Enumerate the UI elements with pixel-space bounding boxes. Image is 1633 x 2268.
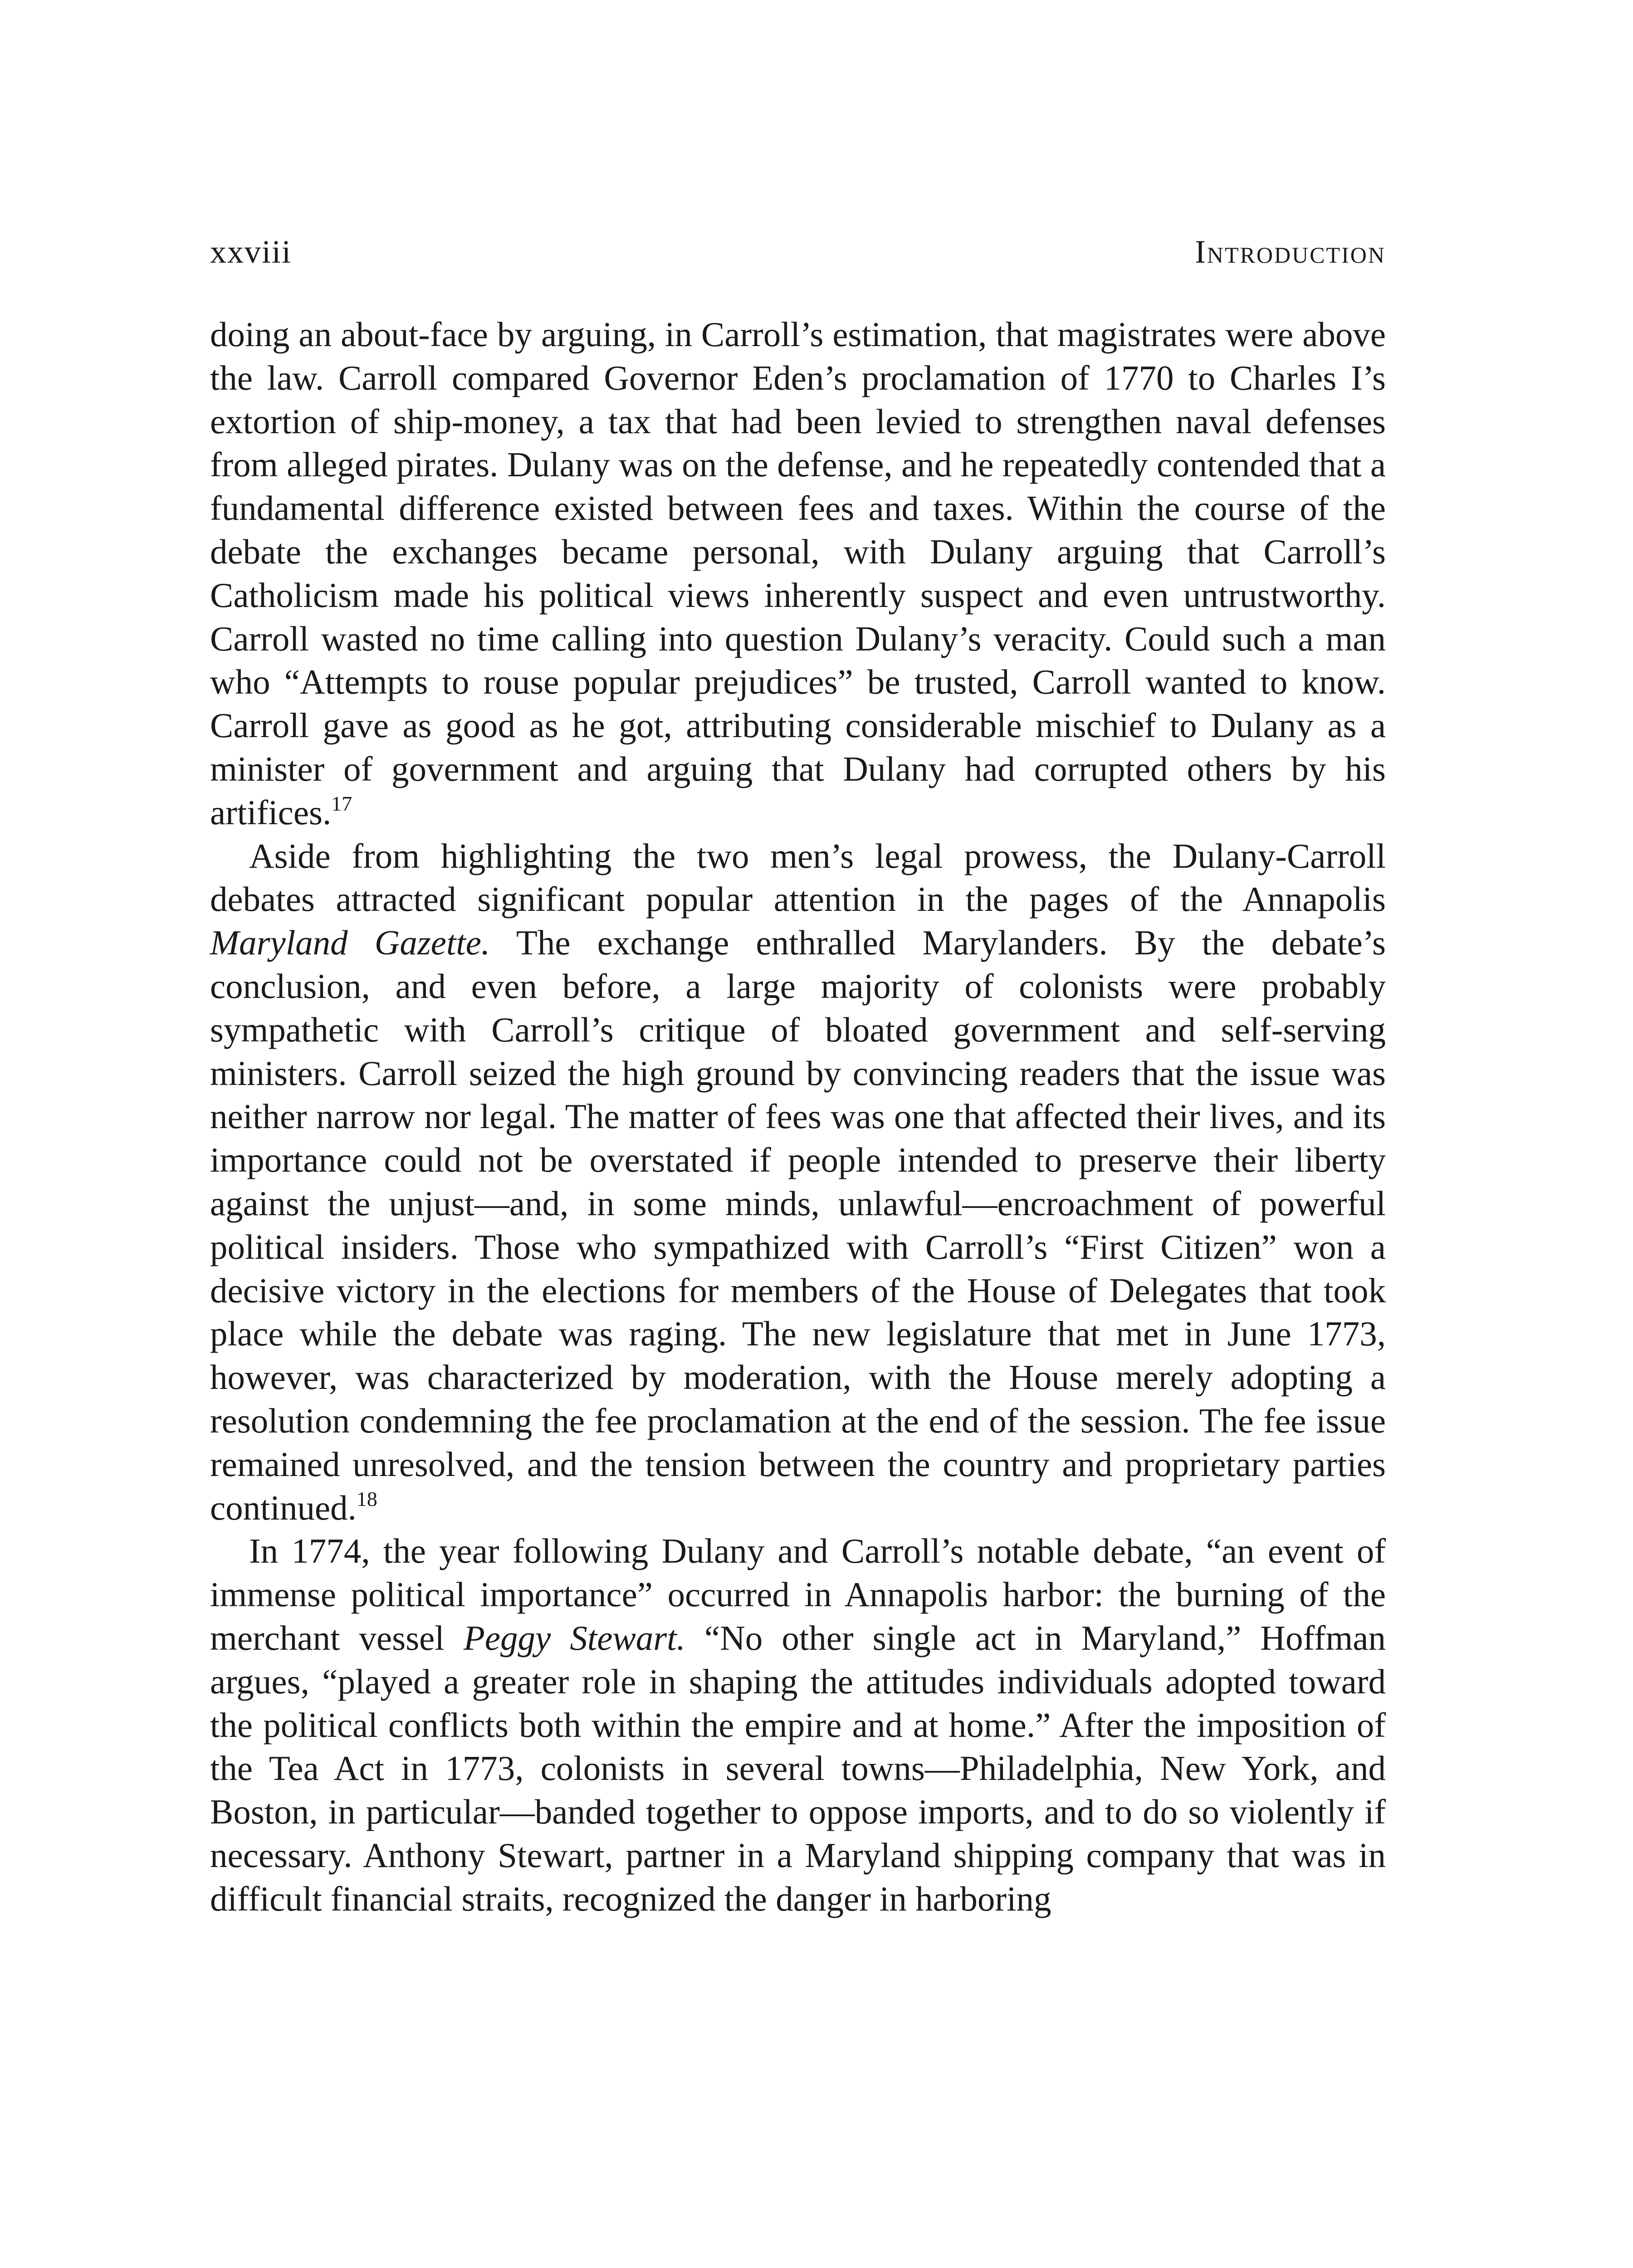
- page-number: xxviii: [210, 234, 292, 270]
- paragraph: [210, 835, 1386, 1530]
- text-run: Aside from highlighting the two men’s legal prowess, the Dulany-Carroll debates attracted significant popular attention in the pages of the Annapolis: [210, 836, 1386, 919]
- text-run: “No other single act in Maryland,” Hoffman argues, “played a greater role in shaping the attitudes individuals adopted toward the political conflicts both within the empire and at home.” After the imposition of the Tea Act in 1773, colonists in several towns—Philadelphia, New York, and Boston, in particular—banded together to oppose imports, and to do so violently if necessary. Anthony Stewart, partner in a Maryland shipping company that was in difficult financial straits, recognized the danger in harboring: [210, 1618, 1386, 1918]
- paragraph: [210, 1530, 1386, 1921]
- text-run: The exchange enthralled Marylanders. By the debate’s conclusion, and even before, a large majority of colonists were probably sympathetic with Carroll’s critique of bloated government and self-serving ministers. Carroll seized the high ground by convincing readers that the issue was neither narrow nor legal. The matter of fees was one that affected their lives, and its importance could not be overstated if people intended to preserve their liberty against the unjust—and, in some minds, unlawful—encroachment of powerful political insiders. Those who sympathized with Carroll’s “First Citizen” won a decisive victory in the elections for members of the House of Delegates that took place while the debate was raging. The new legislature that met in June 1773, however, was characterized by moderation, with the House merely adopting a resolution condemning the fee proclamation at the end of the session. The fee issue remained unresolved, and the tension between the country and proprietary parties continued.: [210, 923, 1386, 1527]
- footnote-ref-17: 17: [331, 792, 352, 815]
- newspaper-title: Maryland Gazette.: [210, 923, 490, 963]
- text-run: doing an about-face by arguing, in Carroll’s estimation, that magistrates were above the law. Carroll compared Governor Eden’s proclamation of 1770 to Charles I’s extortion of ship-money, a tax that had been levied to strengthen naval defenses from alleged pirates. Dulany was on the defense, and he repeatedly contended that a fundamental difference existed between fees and taxes. Within the course of the debate the exchanges became personal, with Dulany arguing that Carroll’s Catholicism made his political views inherently suspect and even untrustworthy. Carroll wasted no time calling into question Dulany’s veracity. Could such a man who “Attempts to rouse popular prejudices” be trusted, Carroll wanted to know. Carroll gave as good as he got, attributing considerable mischief to Dulany as a minister of government and arguing that Dulany had corrupted others by his artifices.: [210, 315, 1386, 832]
- section-title: Introduction: [1194, 234, 1386, 270]
- footnote-ref-18: 18: [356, 1487, 377, 1510]
- vessel-name: Peggy Stewart.: [463, 1618, 685, 1657]
- paragraph: [210, 313, 1386, 835]
- running-head: [210, 227, 1386, 277]
- body-text: [210, 313, 1386, 1921]
- text-run: In 1774, the year following Dulany and Carroll’s notable debate, “an event of immense political importance” occurred in Annapolis harbor: the burning of the merchant vessel: [210, 1531, 1386, 1657]
